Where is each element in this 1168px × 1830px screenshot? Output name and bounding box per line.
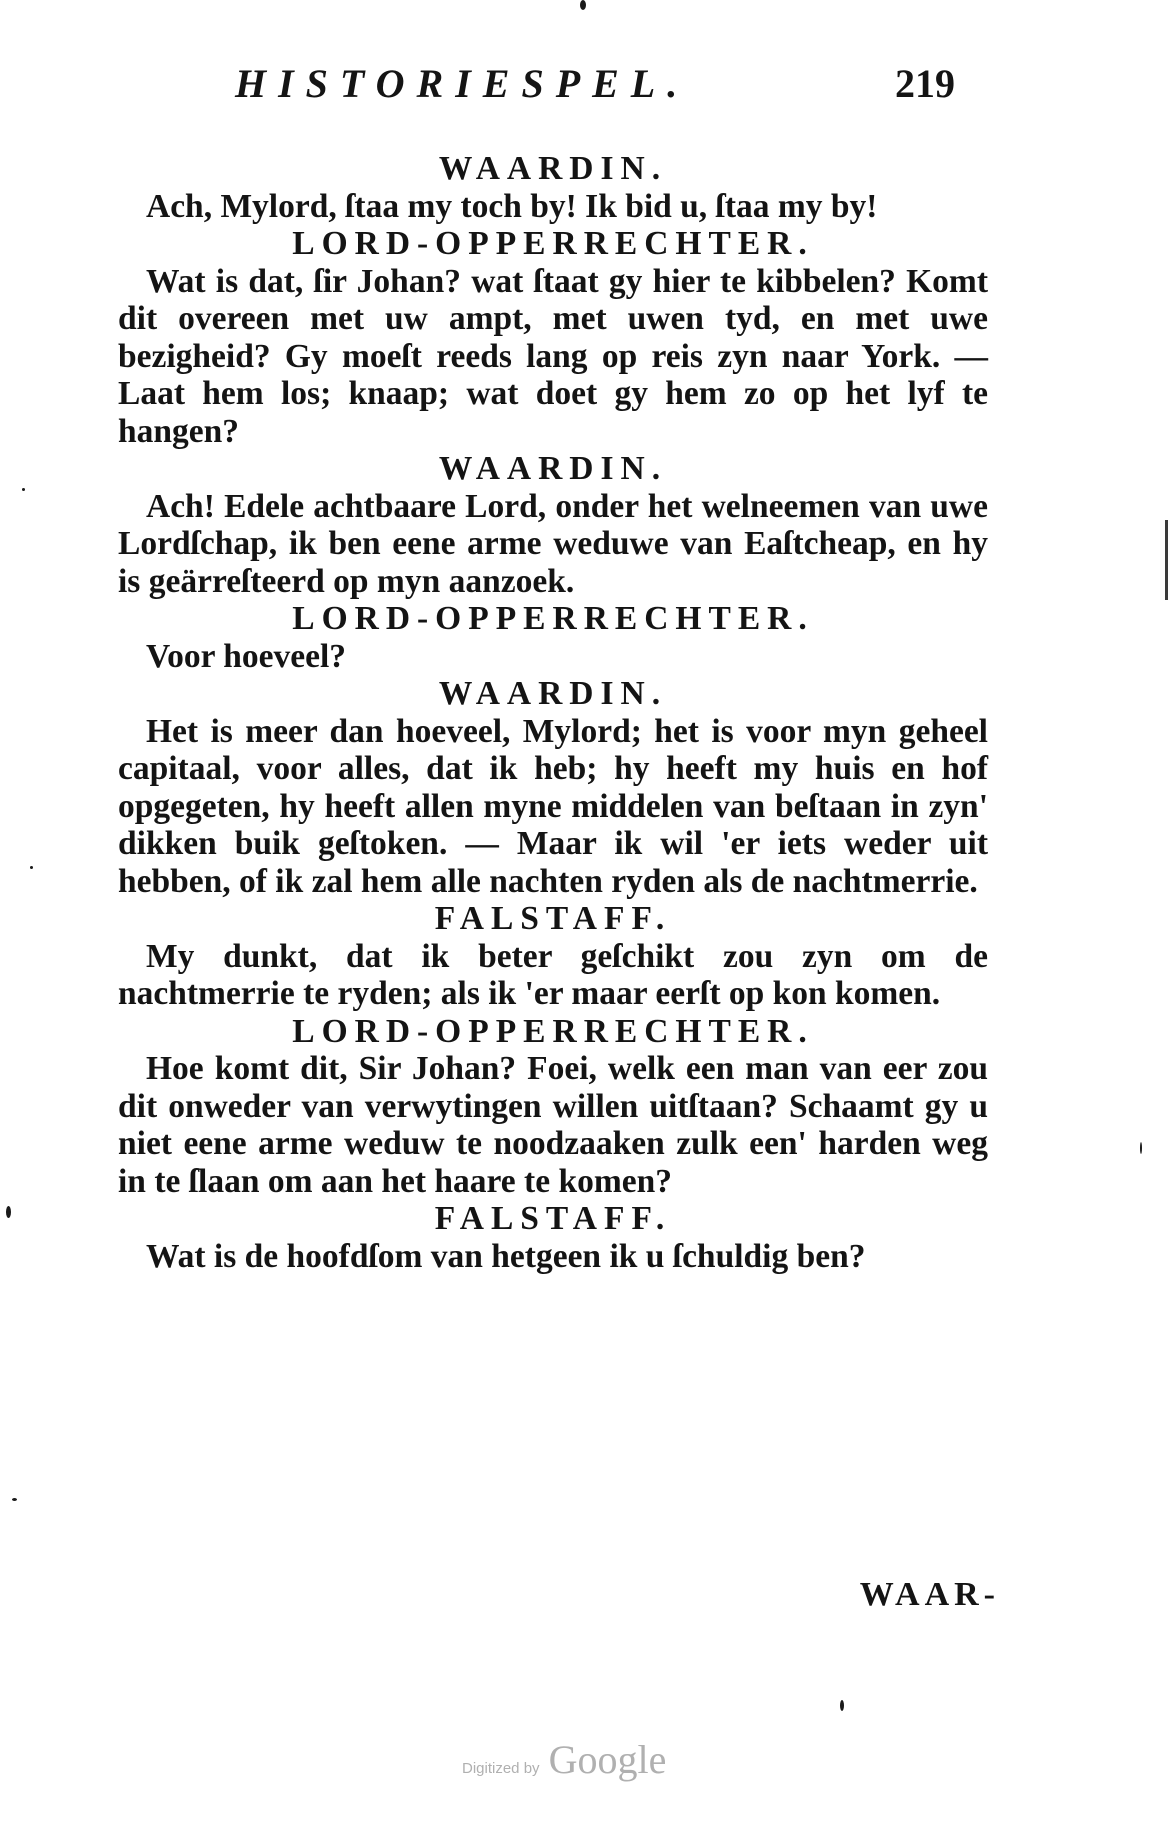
speech-paragraph: Het is meer dan hoeveel, Mylord; het is voor myn geheel capitaal, voor alles, dat ik heb; hy heeft my huis en hof opgegeten, hy heeft allen myne middelen van beſtaan in zyn' dikken buik geſtoken. — Maar ik wil 'er iets weder uit hebben, of ik zal hem alle nachten ryden als de nachtmerrie.	[118, 712, 988, 900]
speaker-heading: WAARDIN.	[438, 675, 668, 712]
digitized-watermark	[462, 1736, 666, 1783]
speech-paragraph: Wat is dat, ſir Johan? wat ſtaat gy hier te kibbelen? Komt dit overeen met uw ampt, met uwen tyd, en met uwe bezigheid? Gy moeſt reeds lang op reis zyn naar York. — Laat hem los; knaap; wat doet gy hem zo op het lyf te hangen?	[118, 262, 988, 450]
page-header	[235, 60, 955, 110]
speaker-heading: WAARDIN.	[438, 150, 668, 187]
speech-paragraph: Hoe komt dit, Sir Johan? Foei, welk een man van eer zou dit onweder van verwytingen willen uitſtaan? Schaamt gy u niet eene arme weduw te noodzaaken zulk een' harden weg in te ſlaan om aan het haare te komen?	[118, 1050, 988, 1200]
speech-paragraph: Ach, Mylord, ſtaa my toch by! Ik bid u, ſtaa my by!	[146, 187, 878, 225]
watermark-logo-text: Google	[548, 1737, 667, 1782]
catchword: WAAR-	[859, 1576, 1000, 1613]
scan-speck	[6, 1206, 11, 1218]
speech-paragraph: Ach! Edele achtbaare Lord, onder het welneemen van uwe Lordſchap, ik ben eene arme weduwe van Eaſtcheap, en hy is geärreſteerd op myn aanzoek.	[118, 487, 988, 600]
speaker-heading: LORD-OPPERRECHTER.	[292, 600, 814, 637]
page-number: 219	[895, 61, 955, 106]
scan-speck	[22, 488, 25, 491]
speaker-heading: FALSTAFF.	[434, 900, 672, 937]
speaker-heading: LORD-OPPERRECHTER.	[292, 1012, 814, 1050]
speaker-heading: LORD-OPPERRECHTER.	[292, 225, 814, 262]
speech-paragraph: Voor hoeveel?	[146, 637, 347, 675]
running-title: HISTORIESPEL.	[235, 61, 690, 106]
play-text	[118, 150, 988, 1275]
watermark-small-text: Digitized by	[462, 1760, 540, 1777]
speaker-heading: WAARDIN.	[438, 450, 668, 487]
scan-speck	[12, 1498, 17, 1501]
scan-speck	[30, 866, 33, 869]
speech-paragraph: My dunkt, dat ik beter geſchikt zou zyn om de nachtmerrie te ryden; als ik 'er maar eerſt op kon komen.	[118, 937, 988, 1012]
scan-speck	[1140, 1142, 1142, 1154]
scan-speck	[840, 1700, 844, 1711]
scan-speck	[580, 0, 586, 10]
speech-paragraph: Wat is de hoofdſom van hetgeen ik u ſchuldig ben?	[146, 1237, 866, 1275]
speaker-heading: FALSTAFF.	[434, 1200, 672, 1237]
